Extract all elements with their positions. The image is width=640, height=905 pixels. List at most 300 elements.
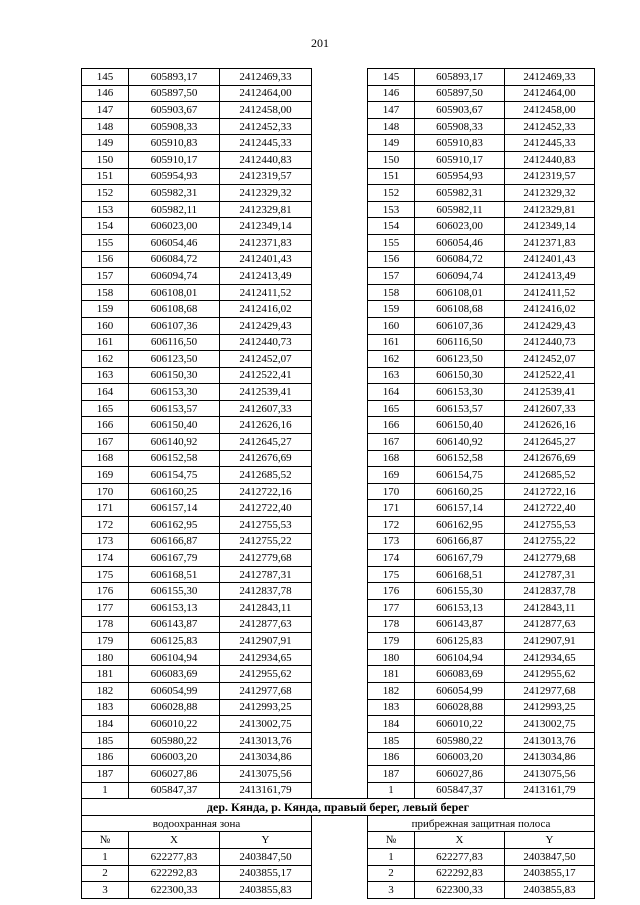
y-coordinate: 2412429,43 (220, 317, 312, 334)
x-coordinate: 606108,68 (129, 301, 220, 318)
x-coordinate: 606054,46 (415, 234, 505, 251)
y-coordinate: 2412755,53 (505, 517, 595, 534)
column-gap (312, 234, 368, 251)
column-gap (312, 151, 368, 168)
x-coordinate: 606140,92 (129, 434, 220, 451)
point-number: 181 (368, 666, 415, 683)
y-coordinate: 2412877,63 (505, 616, 595, 633)
point-number: 159 (368, 301, 415, 318)
x-coordinate: 605893,17 (415, 69, 505, 86)
x-coordinate: 606166,87 (415, 533, 505, 550)
x-coordinate: 606162,95 (415, 517, 505, 534)
y-coordinate: 2412522,41 (220, 367, 312, 384)
point-number: 177 (368, 600, 415, 617)
column-gap (312, 600, 368, 617)
table-row (82, 600, 595, 617)
column-gap (312, 185, 368, 202)
point-number: 145 (82, 69, 129, 86)
y-coordinate: 2412411,52 (220, 284, 312, 301)
point-number: 175 (82, 566, 129, 583)
point-number: 158 (82, 284, 129, 301)
x-coordinate: 606150,40 (415, 417, 505, 434)
y-coordinate: 2412440,73 (220, 334, 312, 351)
column-gap (312, 500, 368, 517)
column-gap (312, 118, 368, 135)
table-row (82, 616, 595, 633)
point-number: 174 (368, 550, 415, 567)
x-coordinate: 606152,58 (415, 450, 505, 467)
y-coordinate: 2413013,76 (220, 732, 312, 749)
x-coordinate: 606108,68 (415, 301, 505, 318)
point-number: 1 (368, 848, 415, 865)
x-coordinate: 606107,36 (129, 317, 220, 334)
column-gap (312, 168, 368, 185)
table-row (82, 533, 595, 550)
x-coordinate: 606094,74 (129, 268, 220, 285)
column-gap (312, 301, 368, 318)
column-header: № (82, 832, 129, 849)
section-title: дер. Кянда, р. Кянда, правый берег, левый берег (82, 799, 595, 816)
y-coordinate: 2413002,75 (505, 716, 595, 733)
column-gap (312, 450, 368, 467)
table-row (82, 732, 595, 749)
x-coordinate: 606168,51 (415, 566, 505, 583)
table-row (82, 367, 595, 384)
point-number: 160 (368, 317, 415, 334)
x-coordinate: 606084,72 (415, 251, 505, 268)
point-number: 2 (368, 865, 415, 882)
column-gap (312, 218, 368, 235)
table-row (82, 483, 595, 500)
point-number: 1 (82, 782, 129, 799)
point-number: 146 (82, 85, 129, 102)
x-coordinate: 605847,37 (129, 782, 220, 799)
y-coordinate: 2412977,68 (505, 682, 595, 699)
y-coordinate: 2412458,00 (220, 102, 312, 119)
table-row (82, 135, 595, 152)
y-coordinate: 2413075,56 (505, 765, 595, 782)
column-gap (312, 832, 368, 849)
y-coordinate: 2412539,41 (220, 384, 312, 401)
point-number: 166 (82, 417, 129, 434)
point-number: 167 (82, 434, 129, 451)
column-header: X (415, 832, 505, 849)
point-number: 185 (82, 732, 129, 749)
x-coordinate: 606154,75 (415, 467, 505, 484)
column-gap (312, 251, 368, 268)
table-row (82, 865, 595, 882)
y-coordinate: 2412416,02 (505, 301, 595, 318)
x-coordinate: 622277,83 (415, 848, 505, 865)
y-coordinate: 2413034,86 (505, 749, 595, 766)
column-gap (312, 467, 368, 484)
table-row (82, 417, 595, 434)
point-number: 150 (368, 151, 415, 168)
x-coordinate: 606123,50 (129, 351, 220, 368)
y-coordinate: 2412934,65 (220, 649, 312, 666)
y-coordinate: 2412416,02 (220, 301, 312, 318)
point-number: 166 (368, 417, 415, 434)
table-row (82, 218, 595, 235)
section-title-row (82, 799, 595, 816)
point-number: 180 (82, 649, 129, 666)
x-coordinate: 606166,87 (129, 533, 220, 550)
y-coordinate: 2412440,83 (220, 151, 312, 168)
point-number: 157 (82, 268, 129, 285)
point-number: 185 (368, 732, 415, 749)
subtitle-row (82, 815, 595, 832)
table-row (82, 102, 595, 119)
x-coordinate: 622277,83 (129, 848, 220, 865)
point-number: 186 (82, 749, 129, 766)
y-coordinate: 2412464,00 (220, 85, 312, 102)
column-gap (312, 616, 368, 633)
coordinates-table (81, 68, 595, 899)
point-number: 175 (368, 566, 415, 583)
point-number: 179 (82, 633, 129, 650)
point-number: 177 (82, 600, 129, 617)
x-coordinate: 606023,00 (415, 218, 505, 235)
y-coordinate: 2412371,83 (220, 234, 312, 251)
x-coordinate: 605910,17 (415, 151, 505, 168)
x-coordinate: 605897,50 (129, 85, 220, 102)
x-coordinate: 606083,69 (129, 666, 220, 683)
point-number: 151 (368, 168, 415, 185)
point-number: 178 (82, 616, 129, 633)
point-number: 174 (82, 550, 129, 567)
point-number: 187 (82, 765, 129, 782)
point-number: 1 (368, 782, 415, 799)
water-protection-zone-label: водоохранная зона (82, 815, 312, 832)
point-number: 3 (368, 882, 415, 899)
x-coordinate: 606152,58 (129, 450, 220, 467)
x-coordinate: 606153,13 (129, 600, 220, 617)
column-gap (312, 682, 368, 699)
x-coordinate: 606010,22 (415, 716, 505, 733)
point-number: 161 (82, 334, 129, 351)
y-coordinate: 2412429,43 (505, 317, 595, 334)
y-coordinate: 2403847,50 (505, 848, 595, 865)
table-row (82, 268, 595, 285)
table-row (82, 649, 595, 666)
table-row (82, 765, 595, 782)
column-gap (312, 649, 368, 666)
point-number: 148 (82, 118, 129, 135)
y-coordinate: 2412452,07 (505, 351, 595, 368)
table-row (82, 118, 595, 135)
point-number: 169 (82, 467, 129, 484)
y-coordinate: 2412452,33 (505, 118, 595, 135)
point-number: 179 (368, 633, 415, 650)
y-coordinate: 2412907,91 (220, 633, 312, 650)
x-coordinate: 606107,36 (415, 317, 505, 334)
table-row (82, 151, 595, 168)
x-coordinate: 605910,17 (129, 151, 220, 168)
x-coordinate: 606028,88 (415, 699, 505, 716)
point-number: 187 (368, 765, 415, 782)
x-coordinate: 606150,30 (415, 367, 505, 384)
column-gap (312, 848, 368, 865)
x-coordinate: 606162,95 (129, 517, 220, 534)
y-coordinate: 2412539,41 (505, 384, 595, 401)
x-coordinate: 606108,01 (129, 284, 220, 301)
y-coordinate: 2413034,86 (220, 749, 312, 766)
y-coordinate: 2412837,78 (220, 583, 312, 600)
y-coordinate: 2403855,17 (505, 865, 595, 882)
table-row (82, 682, 595, 699)
table-row (82, 882, 595, 899)
table-row (82, 234, 595, 251)
table-row (82, 467, 595, 484)
table-row (82, 400, 595, 417)
x-coordinate: 605982,11 (415, 201, 505, 218)
x-coordinate: 606094,74 (415, 268, 505, 285)
y-coordinate: 2403855,83 (505, 882, 595, 899)
point-number: 155 (82, 234, 129, 251)
point-number: 145 (368, 69, 415, 86)
x-coordinate: 606150,30 (129, 367, 220, 384)
y-coordinate: 2412626,16 (220, 417, 312, 434)
point-number: 154 (368, 218, 415, 235)
y-coordinate: 2412522,41 (505, 367, 595, 384)
point-number: 153 (368, 201, 415, 218)
column-gap (312, 633, 368, 650)
table-row (82, 848, 595, 865)
x-coordinate: 606153,30 (415, 384, 505, 401)
column-header: Y (220, 832, 312, 849)
y-coordinate: 2412411,52 (505, 284, 595, 301)
x-coordinate: 606027,86 (415, 765, 505, 782)
column-header: № (368, 832, 415, 849)
point-number: 170 (82, 483, 129, 500)
x-coordinate: 606125,83 (415, 633, 505, 650)
point-number: 168 (82, 450, 129, 467)
y-coordinate: 2412722,16 (505, 483, 595, 500)
y-coordinate: 2412329,81 (220, 201, 312, 218)
point-number: 164 (368, 384, 415, 401)
column-gap (312, 483, 368, 500)
column-gap (312, 732, 368, 749)
y-coordinate: 2412440,73 (505, 334, 595, 351)
column-gap (312, 765, 368, 782)
table-row (82, 566, 595, 583)
x-coordinate: 606125,83 (129, 633, 220, 650)
x-coordinate: 605908,33 (415, 118, 505, 135)
point-number: 168 (368, 450, 415, 467)
point-number: 148 (368, 118, 415, 135)
y-coordinate: 2412645,27 (505, 434, 595, 451)
column-gap (312, 284, 368, 301)
x-coordinate: 606003,20 (129, 749, 220, 766)
y-coordinate: 2412445,33 (505, 135, 595, 152)
x-coordinate: 606123,50 (415, 351, 505, 368)
column-gap (312, 550, 368, 567)
table-row (82, 334, 595, 351)
y-coordinate: 2412755,22 (220, 533, 312, 550)
point-number: 156 (82, 251, 129, 268)
y-coordinate: 2412413,49 (505, 268, 595, 285)
point-number: 171 (82, 500, 129, 517)
column-header: Y (505, 832, 595, 849)
point-number: 180 (368, 649, 415, 666)
column-gap (312, 666, 368, 683)
y-coordinate: 2412401,43 (505, 251, 595, 268)
y-coordinate: 2412329,32 (505, 185, 595, 202)
y-coordinate: 2412349,14 (505, 218, 595, 235)
point-number: 152 (82, 185, 129, 202)
column-header-row (82, 832, 595, 849)
table-row (82, 666, 595, 683)
y-coordinate: 2412722,40 (505, 500, 595, 517)
column-gap (312, 865, 368, 882)
y-coordinate: 2412837,78 (505, 583, 595, 600)
point-number: 172 (82, 517, 129, 534)
coastal-protection-strip-label: прибрежная защитная полоса (368, 815, 595, 832)
point-number: 167 (368, 434, 415, 451)
column-gap (312, 583, 368, 600)
point-number: 3 (82, 882, 129, 899)
y-coordinate: 2412977,68 (220, 682, 312, 699)
y-coordinate: 2403855,83 (220, 882, 312, 899)
column-gap (312, 384, 368, 401)
point-number: 176 (368, 583, 415, 600)
y-coordinate: 2413161,79 (505, 782, 595, 799)
x-coordinate: 606140,92 (415, 434, 505, 451)
x-coordinate: 605954,93 (415, 168, 505, 185)
point-number: 152 (368, 185, 415, 202)
x-coordinate: 605982,31 (415, 185, 505, 202)
page-number: 201 (311, 36, 329, 50)
point-number: 181 (82, 666, 129, 683)
table-row (82, 434, 595, 451)
point-number: 155 (368, 234, 415, 251)
point-number: 169 (368, 467, 415, 484)
point-number: 173 (82, 533, 129, 550)
x-coordinate: 606104,94 (129, 649, 220, 666)
x-coordinate: 605893,17 (129, 69, 220, 86)
x-coordinate: 606153,57 (129, 400, 220, 417)
table-row (82, 716, 595, 733)
y-coordinate: 2403847,50 (220, 848, 312, 865)
x-coordinate: 606157,14 (415, 500, 505, 517)
point-number: 173 (368, 533, 415, 550)
y-coordinate: 2412843,11 (220, 600, 312, 617)
y-coordinate: 2412779,68 (505, 550, 595, 567)
point-number: 172 (368, 517, 415, 534)
point-number: 162 (82, 351, 129, 368)
column-gap (312, 716, 368, 733)
column-gap (312, 102, 368, 119)
y-coordinate: 2412607,33 (220, 400, 312, 417)
x-coordinate: 606028,88 (129, 699, 220, 716)
y-coordinate: 2412907,91 (505, 633, 595, 650)
point-number: 176 (82, 583, 129, 600)
column-gap (312, 400, 368, 417)
y-coordinate: 2412607,33 (505, 400, 595, 417)
point-number: 149 (368, 135, 415, 152)
x-coordinate: 606150,40 (129, 417, 220, 434)
point-number: 150 (82, 151, 129, 168)
y-coordinate: 2412787,31 (220, 566, 312, 583)
x-coordinate: 605980,22 (129, 732, 220, 749)
point-number: 184 (368, 716, 415, 733)
x-coordinate: 605897,50 (415, 85, 505, 102)
column-gap (312, 434, 368, 451)
y-coordinate: 2412319,57 (505, 168, 595, 185)
table-row (82, 168, 595, 185)
x-coordinate: 605847,37 (415, 782, 505, 799)
point-number: 157 (368, 268, 415, 285)
y-coordinate: 2412349,14 (220, 218, 312, 235)
x-coordinate: 605903,67 (129, 102, 220, 119)
y-coordinate: 2412413,49 (220, 268, 312, 285)
y-coordinate: 2412685,52 (505, 467, 595, 484)
point-number: 171 (368, 500, 415, 517)
y-coordinate: 2413161,79 (220, 782, 312, 799)
x-coordinate: 606108,01 (415, 284, 505, 301)
x-coordinate: 605982,31 (129, 185, 220, 202)
y-coordinate: 2412329,32 (220, 185, 312, 202)
point-number: 170 (368, 483, 415, 500)
x-coordinate: 605910,83 (415, 135, 505, 152)
y-coordinate: 2412955,62 (220, 666, 312, 683)
x-coordinate: 606003,20 (415, 749, 505, 766)
point-number: 162 (368, 351, 415, 368)
point-number: 165 (368, 400, 415, 417)
y-coordinate: 2412645,27 (220, 434, 312, 451)
point-number: 184 (82, 716, 129, 733)
y-coordinate: 2412993,25 (505, 699, 595, 716)
point-number: 182 (368, 682, 415, 699)
y-coordinate: 2412464,00 (505, 85, 595, 102)
point-number: 164 (82, 384, 129, 401)
point-number: 153 (82, 201, 129, 218)
x-coordinate: 606167,79 (129, 550, 220, 567)
column-gap (312, 201, 368, 218)
x-coordinate: 605954,93 (129, 168, 220, 185)
table-row (82, 782, 595, 799)
column-header: X (129, 832, 220, 849)
y-coordinate: 2412676,69 (505, 450, 595, 467)
x-coordinate: 606027,86 (129, 765, 220, 782)
point-number: 161 (368, 334, 415, 351)
table-row (82, 317, 595, 334)
y-coordinate: 2412934,65 (505, 649, 595, 666)
x-coordinate: 605982,11 (129, 201, 220, 218)
table-row (82, 251, 595, 268)
y-coordinate: 2412401,43 (220, 251, 312, 268)
point-number: 182 (82, 682, 129, 699)
x-coordinate: 606153,30 (129, 384, 220, 401)
x-coordinate: 605903,67 (415, 102, 505, 119)
y-coordinate: 2412843,11 (505, 600, 595, 617)
point-number: 154 (82, 218, 129, 235)
column-gap (312, 882, 368, 899)
x-coordinate: 606143,87 (415, 616, 505, 633)
column-gap (312, 85, 368, 102)
y-coordinate: 2412319,57 (220, 168, 312, 185)
point-number: 2 (82, 865, 129, 882)
point-number: 151 (82, 168, 129, 185)
table-row (82, 85, 595, 102)
x-coordinate: 606153,13 (415, 600, 505, 617)
x-coordinate: 606010,22 (129, 716, 220, 733)
point-number: 163 (368, 367, 415, 384)
table-row (82, 500, 595, 517)
x-coordinate: 606104,94 (415, 649, 505, 666)
y-coordinate: 2412676,69 (220, 450, 312, 467)
x-coordinate: 622292,83 (129, 865, 220, 882)
